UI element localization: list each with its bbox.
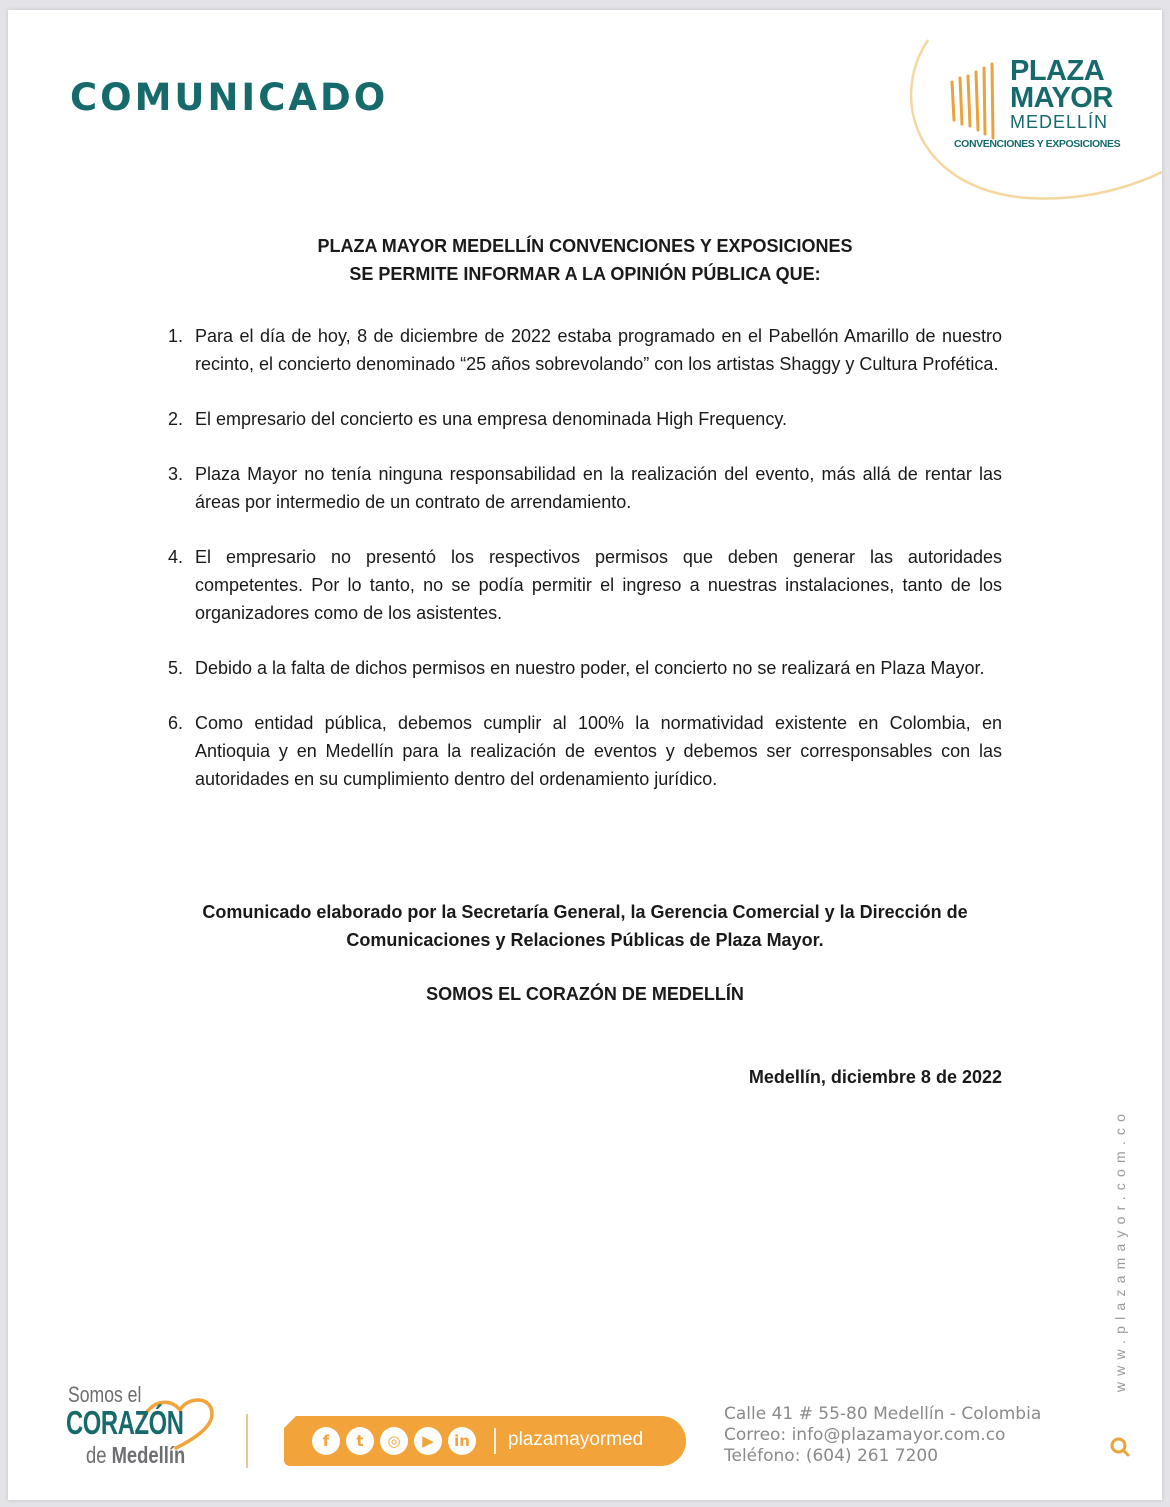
item-text: Plaza Mayor no tenía ninguna responsabilidad en la realización del evento, más allá de rentar las áreas por intermedio de un contrato de arrendamiento.: [195, 464, 1002, 512]
twitter-icon[interactable]: t: [346, 1427, 374, 1455]
logo-line-medellin: MEDELLÍN: [1010, 112, 1109, 132]
contact-address: Calle 41 # 55-80 Medellín - Colombia: [724, 1404, 1042, 1424]
footer-divider: [246, 1414, 248, 1468]
heading-line-1: PLAZA MAYOR MEDELLÍN CONVENCIONES Y EXPOSICIONES: [317, 236, 853, 256]
dateline: Medellín, diciembre 8 de 2022: [748, 1067, 1002, 1087]
document-page: [8, 10, 1162, 1500]
logo-bars-icon: [948, 62, 1008, 142]
list-item: [168, 709, 1002, 793]
list-item: [168, 405, 1002, 433]
linkedin-icon[interactable]: in: [448, 1427, 476, 1455]
facebook-icon[interactable]: f: [312, 1427, 340, 1455]
somos-el-corazon-logo: [60, 1374, 220, 1474]
youtube-icon[interactable]: ▶: [414, 1427, 442, 1455]
list-item: [168, 543, 1002, 627]
logo-line-plaza: PLAZA: [1010, 55, 1105, 87]
item-text: Debido a la falta de dichos permisos en nuestro poder, el concierto no se realizará en Plaza Mayor.: [195, 658, 985, 678]
list-item: [168, 322, 1002, 378]
social-handle[interactable]: plazamayormed: [508, 1429, 644, 1450]
closing-line-2: Comunicaciones y Relaciones Públicas de Plaza Mayor.: [346, 930, 824, 950]
item-number: 1.: [168, 326, 184, 346]
search-icon: [1109, 1436, 1131, 1458]
item-text: Como entidad pública, debemos cumplir al 100% la normatividad existente en Colombia, en Antioquia y en Medellín para la realización de eventos y debemos ser corresponsables con las autoridades en su cumplimiento dentro del ordenamiento jurídico.: [195, 713, 1002, 789]
instagram-icon[interactable]: ◎: [380, 1427, 408, 1455]
slogan: SOMOS EL CORAZÓN DE MEDELLÍN: [426, 984, 744, 1004]
closing-line-1: Comunicado elaborado por la Secretaría General, la Gerencia Comercial y la Dirección de: [202, 902, 968, 922]
social-banner: [284, 1416, 686, 1466]
item-number: 2.: [168, 409, 184, 429]
item-number: 4.: [168, 547, 184, 567]
social-divider: [494, 1428, 496, 1454]
list-item: [168, 460, 1002, 516]
item-number: 3.: [168, 464, 184, 484]
list-item: [168, 654, 1002, 682]
contact-info: [724, 1404, 1041, 1467]
document-title: COMUNICADO: [70, 76, 389, 119]
website-url[interactable]: www.plazamayor.com.co: [1112, 1107, 1128, 1393]
brand-line-1: Somos el: [68, 1382, 142, 1407]
item-text: El empresario no presentó los respectivos permisos que deben generar las autoridades competentes. Por lo tanto, no se podía permitir el ingreso a nuestras instalaciones, tanto de los organizadores como de los asistentes.: [195, 547, 1002, 623]
item-text: El empresario del concierto es una empresa denominada High Frequency.: [195, 409, 787, 429]
plaza-mayor-logo: [948, 55, 1148, 168]
logo-subtitle: CONVENCIONES Y EXPOSICIONES: [954, 138, 1121, 150]
authorship-note: [168, 898, 1002, 954]
announcement-points: [168, 322, 1002, 820]
contact-email[interactable]: Correo: info@plazamayor.com.co: [724, 1425, 1006, 1445]
item-number: 5.: [168, 658, 184, 678]
contact-phone[interactable]: Teléfono: (604) 261 7200: [724, 1446, 939, 1466]
brand-line-3: de Medellín: [86, 1442, 186, 1468]
announcement-heading: [168, 232, 1002, 288]
brand-line-2: CORAZÓN: [66, 1404, 184, 1441]
banner-fold: [284, 1416, 296, 1428]
website-vertical[interactable]: [1108, 1070, 1132, 1430]
heading-line-2: SE PERMITE INFORMAR A LA OPINIÓN PÚBLICA QUE:: [349, 264, 821, 284]
logo-line-mayor: MAYOR: [1010, 82, 1113, 114]
item-text: Para el día de hoy, 8 de diciembre de 2022 estaba programado en el Pabellón Amarillo de nuestro recinto, el concierto denominado “25 años sobrevolando” con los artistas Shaggy y Cultura Profética.: [195, 326, 1002, 374]
item-number: 6.: [168, 713, 184, 733]
